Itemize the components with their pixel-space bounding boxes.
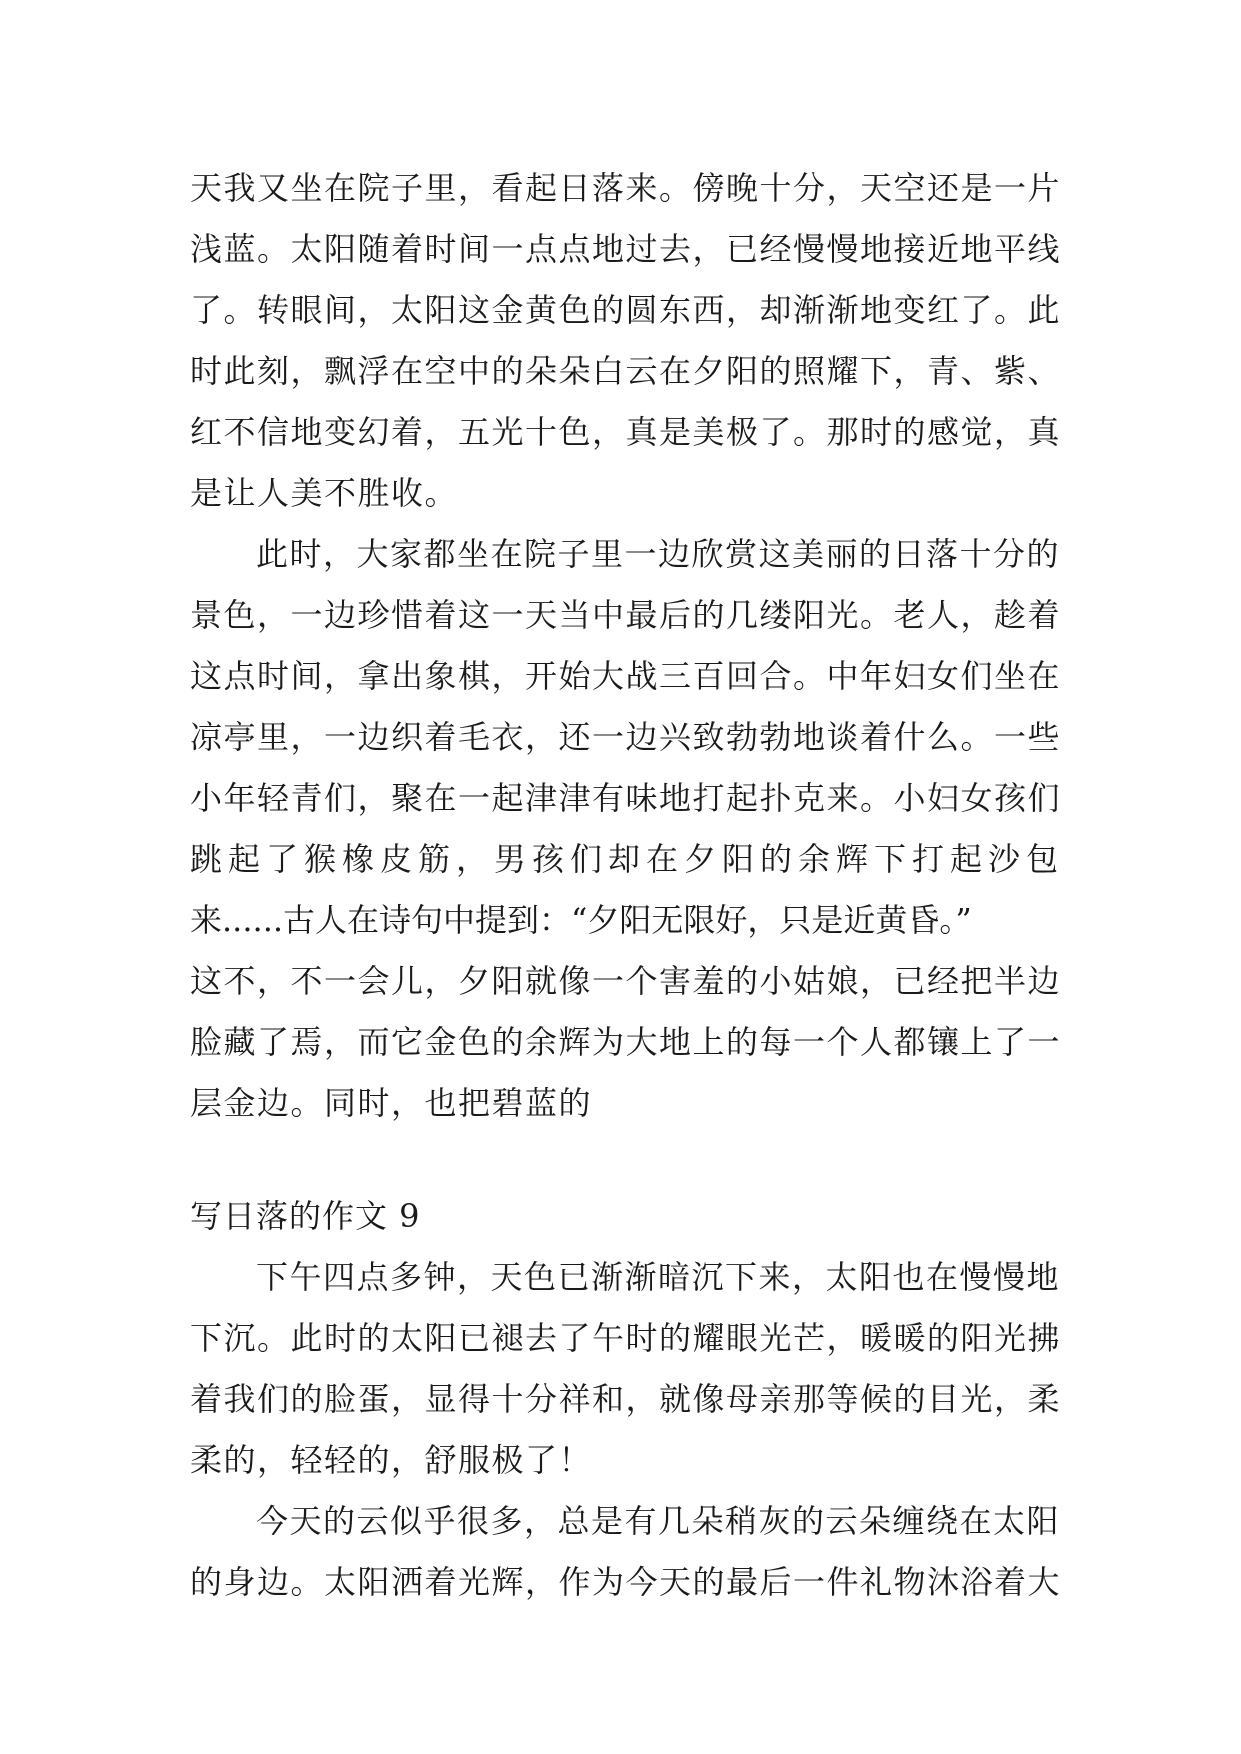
text-line: 浅蓝。太阳随着时间一点点地过去，已经慢慢地接近地平线 (190, 230, 1062, 268)
text-line: 小年轻青们，聚在一起津津有味地打起扑克来。小妇女孩们 (190, 779, 1062, 817)
text-line: 下午四点多钟，天色已渐渐暗沉下来，太阳也在慢慢地 (256, 1258, 1061, 1296)
text-line: 此时，大家都坐在院子里一边欣赏这美丽的日落十分的 (256, 535, 1061, 573)
essay-title: 写日落的作文 9 (190, 1197, 421, 1235)
text-line: 来......古人在诗句中提到：“夕阳无限好，只是近黄昏。” (190, 901, 972, 939)
text-line: 这不，不一会儿，夕阳就像一个害羞的小姑娘，已经把半边 (190, 962, 1062, 1000)
paragraph-3 (190, 1247, 1070, 1491)
text-line: 着我们的脸蛋，显得十分祥和，就像母亲那等候的目光，柔 (190, 1380, 1062, 1418)
paragraph-4 (190, 1491, 1070, 1613)
text-line: 今天的云似乎很多，总是有几朵稍灰的云朵缠绕在太阳 (256, 1502, 1061, 1540)
text-line: 脸藏了焉，而它金色的余辉为大地上的每一个人都镶上了一 (190, 1023, 1062, 1061)
text-line: 红不信地变幻着，五光十色，真是美极了。那时的感觉，真 (190, 413, 1062, 451)
section-gap (190, 1134, 1070, 1186)
document-page (190, 158, 1070, 1613)
text-line: 柔的，轻轻的，舒服极了！ (190, 1441, 593, 1479)
text-line: 时此刻，飘浮在空中的朵朵白云在夕阳的照耀下，青、紫、 (190, 352, 1062, 390)
text-line: 了。转眼间，太阳这金黄色的圆东西，却渐渐地变红了。此 (190, 291, 1062, 329)
text-line: 景色，一边珍惜着这一天当中最后的几缕阳光。老人，趁着 (190, 596, 1062, 634)
text-line: 跳起了猴橡皮筋，男孩们却在夕阳的余辉下打起沙包 (190, 840, 1065, 878)
text-line: 的身边。太阳洒着光辉，作为今天的最后一件礼物沐浴着大 (190, 1563, 1062, 1601)
text-line: 天我又坐在院子里，看起日落来。傍晚十分，天空还是一片 (190, 169, 1062, 207)
text-line: 下沉。此时的太阳已褪去了午时的耀眼光芒，暖暖的阳光拂 (190, 1319, 1062, 1357)
paragraph-1 (190, 158, 1070, 524)
text-line: 这点时间，拿出象棋，开始大战三百回合。中年妇女们坐在 (190, 657, 1062, 695)
text-line: 是让人美不胜收。 (190, 474, 459, 512)
text-line: 凉亭里，一边织着毛衣，还一边兴致勃勃地谈着什么。一些 (190, 718, 1062, 756)
text-line: 层金边。同时，也把碧蓝的 (190, 1084, 593, 1122)
paragraph-2 (190, 524, 1070, 1134)
